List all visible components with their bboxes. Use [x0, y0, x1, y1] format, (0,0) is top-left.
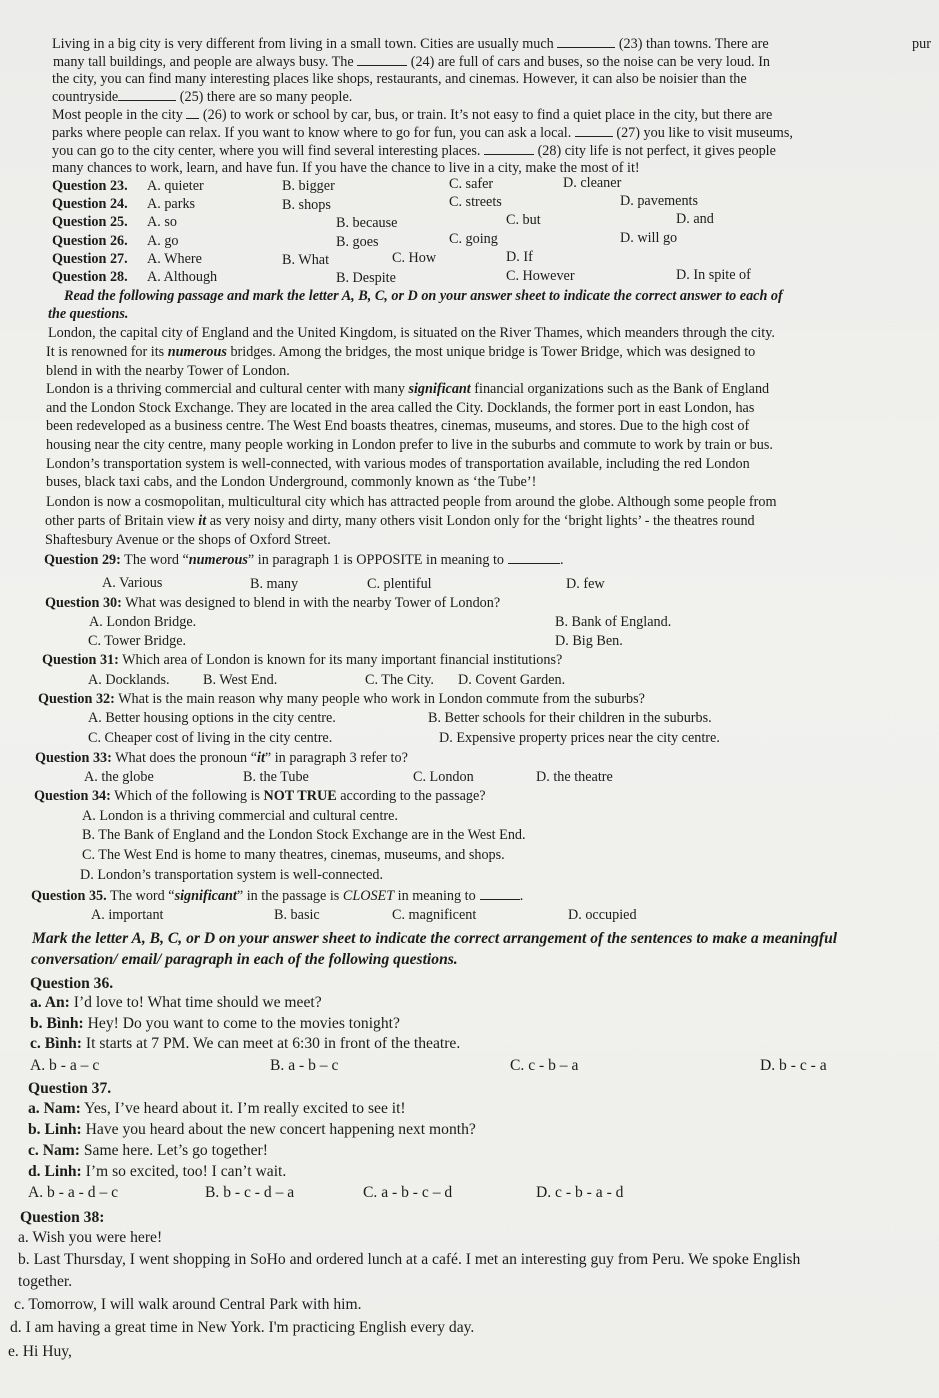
passage1-line2: many tall buildings, and people are always busy. The (24) are full of cars and buses, so the noise can be very loud. In: [53, 54, 771, 70]
q23-option-a[interactable]: A. quieter: [147, 178, 204, 194]
q26-option-c[interactable]: C. going: [449, 231, 498, 247]
q34-option-c[interactable]: C. The West End is home to many theatres, cinemas, museums, and shops.: [82, 847, 505, 863]
q27-option-d[interactable]: D. If: [506, 249, 533, 265]
q36-option-a[interactable]: A. b - a – c: [30, 1057, 100, 1074]
q37-option-d[interactable]: D. c - b - a - d: [536, 1184, 624, 1201]
passage1-line3: the city, you can find many interesting places like shops, restaurants, and cinemas. However, it can also be noisier than the: [52, 71, 747, 87]
q35-option-d[interactable]: D. occupied: [568, 907, 637, 923]
q37-line-b: b. Linh: Have you heard about the new concert happening next month?: [28, 1121, 476, 1138]
q31-option-b[interactable]: B. West End.: [203, 672, 278, 688]
passage2-line1: London, the capital city of England and the United Kingdom, is situated on the River Thames, which meanders through the city.: [48, 325, 775, 341]
q36-option-d[interactable]: D. b - c - a: [760, 1057, 827, 1074]
q28-label: Question 28.: [52, 269, 128, 285]
q34-option-b[interactable]: B. The Bank of England and the London Stock Exchange are in the West End.: [82, 827, 526, 843]
passage1-line8: many chances to work, learn, and have fun. If you have the chance to live in a city, make the most of it!: [52, 160, 640, 176]
q35-option-c[interactable]: C. magnificent: [392, 907, 477, 923]
q24-option-b[interactable]: B. shops: [282, 197, 331, 213]
q32-option-c[interactable]: C. Cheaper cost of living in the city centre.: [88, 730, 333, 746]
q24-option-d[interactable]: D. pavements: [620, 193, 699, 209]
q33-option-d[interactable]: D. the theatre: [536, 769, 613, 785]
q29-option-c[interactable]: C. plentiful: [367, 576, 432, 592]
q37-line-d: d. Linh: I’m so excited, too! I can’t wait.: [28, 1163, 287, 1180]
passage2-line7: housing near the city centre, many people working in London prefer to live in the suburbs and commute to work by train or bus.: [46, 437, 773, 453]
q26-option-d[interactable]: D. will go: [620, 230, 678, 246]
q36-option-b[interactable]: B. a - b – c: [270, 1057, 339, 1074]
passage2-line5: and the London Stock Exchange. They are located in the area called the City. Docklands, the former port in east London, has: [46, 400, 755, 416]
q29-stem: Question 29: The word “numerous” in paragraph 1 is OPPOSITE in meaning to .: [44, 552, 564, 568]
passage2-line3: blend in with the nearby Tower of London.: [46, 363, 290, 379]
q26-option-b[interactable]: B. goes: [336, 234, 379, 250]
q29-option-d[interactable]: D. few: [566, 576, 605, 592]
passage1-line7: you can go to the city center, where you will find several interesting places. (28) city life is not perfect, it gives people: [52, 143, 776, 159]
q33-option-b[interactable]: B. the Tube: [243, 769, 309, 785]
passage1-line5: Most people in the city (26) to work or school by car, bus, or train. It’s not easy to find a quiet place in the city, but there are: [52, 107, 773, 123]
q24-option-a[interactable]: A. parks: [147, 196, 196, 212]
passage1-line6: parks where people can relax. If you want to know where to go for fun, you can ask a local. (27) you like to visit museums,: [52, 125, 793, 141]
q35-option-b[interactable]: B. basic: [274, 907, 320, 923]
q34-stem: Question 34: Which of the following is NOT TRUE according to the passage?: [34, 788, 486, 804]
q27-option-b[interactable]: B. What: [282, 252, 330, 268]
q34-option-a[interactable]: A. London is a thriving commercial and cultural centre.: [82, 808, 398, 824]
q23-option-c[interactable]: C. safer: [449, 176, 494, 192]
passage2-line2: It is renowned for its numerous bridges. Among the bridges, the most unique bridge is Tower Bridge, which was designed to: [46, 344, 756, 360]
q33-option-a[interactable]: A. the globe: [84, 769, 154, 785]
q33-option-c[interactable]: C. London: [413, 769, 474, 785]
instruction-arrangement-line1: Mark the letter A, B, C, or D on your answer sheet to indicate the correct arrangement of the sentences to make a meaningful: [32, 930, 838, 947]
q38-line-b2: together.: [18, 1273, 73, 1290]
q26-label: Question 26.: [52, 233, 128, 249]
q31-option-d[interactable]: D. Covent Garden.: [458, 672, 566, 688]
q36-line-c: c. Bình: It starts at 7 PM. We can meet at 6:30 in front of the theatre.: [30, 1035, 461, 1052]
q38-label: Question 38:: [20, 1209, 105, 1226]
q28-option-a[interactable]: A. Although: [147, 269, 218, 285]
q23-option-d[interactable]: D. cleaner: [563, 175, 622, 191]
q32-option-d[interactable]: D. Expensive property prices near the city centre.: [439, 730, 720, 746]
passage2-line4: London is a thriving commercial and cultural center with many significant financial organizations such as the Bank of England: [46, 381, 770, 397]
highlight-significant: significant: [408, 381, 471, 397]
q37-option-b[interactable]: B. b - c - d – a: [205, 1184, 295, 1201]
q28-option-b[interactable]: B. Despite: [336, 270, 396, 286]
q35-option-a[interactable]: A. important: [91, 907, 164, 923]
margin-fragment: pur: [912, 36, 931, 52]
q37-option-a[interactable]: A. b - a - d – c: [28, 1184, 119, 1201]
q31-stem: Question 31: Which area of London is known for its many important financial institutions?: [42, 652, 563, 668]
q38-line-c: c. Tomorrow, I will walk around Central Park with him.: [14, 1296, 362, 1313]
q28-option-c[interactable]: C. However: [506, 268, 575, 284]
q38-line-d: d. I am having a great time in New York. I'm practicing English every day.: [10, 1319, 475, 1336]
q31-option-a[interactable]: A. Docklands.: [88, 672, 170, 688]
instruction-arrangement-line2: conversation/ email/ paragraph in each of the following questions.: [31, 951, 458, 968]
q37-option-c[interactable]: C. a - b - c – d: [363, 1184, 453, 1201]
q27-option-a[interactable]: A. Where: [147, 251, 202, 267]
q37-line-c: c. Nam: Same here. Let’s go together!: [28, 1142, 268, 1159]
q38-line-b1: b. Last Thursday, I went shopping in SoHo and ordered lunch at a café. I met an interesting guy from Peru. We spoke English: [18, 1251, 801, 1268]
q38-line-e: e. Hi Huy,: [8, 1343, 72, 1360]
q36-option-c[interactable]: C. c - b – a: [510, 1057, 579, 1074]
q25-option-c[interactable]: C. but: [506, 212, 541, 228]
passage2-line9: buses, black taxi cabs, and the London Underground, commonly known as ‘the Tube’!: [46, 474, 537, 490]
q25-option-a[interactable]: A. so: [147, 214, 177, 230]
highlight-numerous: numerous: [167, 344, 227, 360]
q33-stem: Question 33: What does the pronoun “it” in paragraph 3 refer to?: [35, 750, 408, 766]
q32-option-a[interactable]: A. Better housing options in the city centre.: [88, 710, 336, 726]
q23-option-b[interactable]: B. bigger: [282, 178, 335, 194]
q25-label: Question 25.: [52, 214, 128, 230]
q36-label: Question 36.: [30, 975, 114, 992]
q30-option-c[interactable]: C. Tower Bridge.: [88, 633, 187, 649]
q25-option-b[interactable]: B. because: [336, 215, 398, 231]
q29-option-a[interactable]: A. Various: [102, 575, 163, 591]
passage2-line12: Shaftesbury Avenue or the shops of Oxford Street.: [45, 532, 331, 548]
q30-option-a[interactable]: A. London Bridge.: [89, 614, 197, 630]
q38-line-a: a. Wish you were here!: [18, 1229, 163, 1246]
q30-stem: Question 30: What was designed to blend in with the nearby Tower of London?: [45, 595, 501, 611]
q25-option-d[interactable]: D. and: [676, 211, 714, 227]
q23-label: Question 23.: [52, 178, 128, 194]
q32-option-b[interactable]: B. Better schools for their children in the suburbs.: [428, 710, 712, 726]
q31-option-c[interactable]: C. The City.: [365, 672, 434, 688]
q29-option-b[interactable]: B. many: [250, 576, 299, 592]
q28-option-d[interactable]: D. In spite of: [676, 267, 751, 283]
instruction-reading-line1: Read the following passage and mark the letter A, B, C, or D on your answer sheet to indicate the correct answer to each of: [64, 288, 783, 304]
q32-stem: Question 32: What is the main reason why many people who work in London commute from the suburbs?: [38, 691, 645, 707]
q26-option-a[interactable]: A. go: [147, 233, 179, 249]
passage2-line11: other parts of Britain view it as very noisy and dirty, many others visit London only for the ‘bright lights’ - the theatres round: [45, 513, 755, 529]
passage2-line6: been redeveloped as a business centre. The West End boasts theatres, cinemas, museums, and stores. Due to the high cost of: [46, 418, 750, 434]
q27-option-c[interactable]: C. How: [392, 250, 437, 266]
instruction-reading-line2: the questions.: [48, 306, 129, 322]
q36-line-a: a. An: I’d love to! What time should we meet?: [30, 994, 322, 1011]
q37-label: Question 37.: [28, 1080, 112, 1097]
q24-label: Question 24.: [52, 196, 128, 212]
q27-label: Question 27.: [52, 251, 128, 267]
highlight-it: it: [198, 513, 207, 529]
q34-option-d[interactable]: D. London’s transportation system is well-connected.: [80, 867, 384, 883]
q30-option-d[interactable]: D. Big Ben.: [555, 633, 623, 649]
passage1-line4: countryside (25) there are so many people.: [52, 89, 353, 105]
passage2-line8: London’s transportation system is well-connected, with various modes of transportation available, including the red London: [46, 456, 750, 472]
q37-line-a: a. Nam: Yes, I’ve heard about it. I’m really excited to see it!: [28, 1100, 406, 1117]
passage1-line1: Living in a big city is very different from living in a small town. Cities are usually much (23) than towns. There are: [52, 36, 769, 52]
passage2-line10: London is now a cosmopolitan, multicultural city which has attracted people from around the globe. Although some people from: [46, 494, 777, 510]
q35-stem: Question 35. The word “significant” in the passage is CLOSET in meaning to .: [31, 888, 524, 904]
q24-option-c[interactable]: C. streets: [449, 194, 502, 210]
q36-line-b: b. Bình: Hey! Do you want to come to the movies tonight?: [30, 1015, 400, 1032]
q30-option-b[interactable]: B. Bank of England.: [555, 614, 672, 630]
